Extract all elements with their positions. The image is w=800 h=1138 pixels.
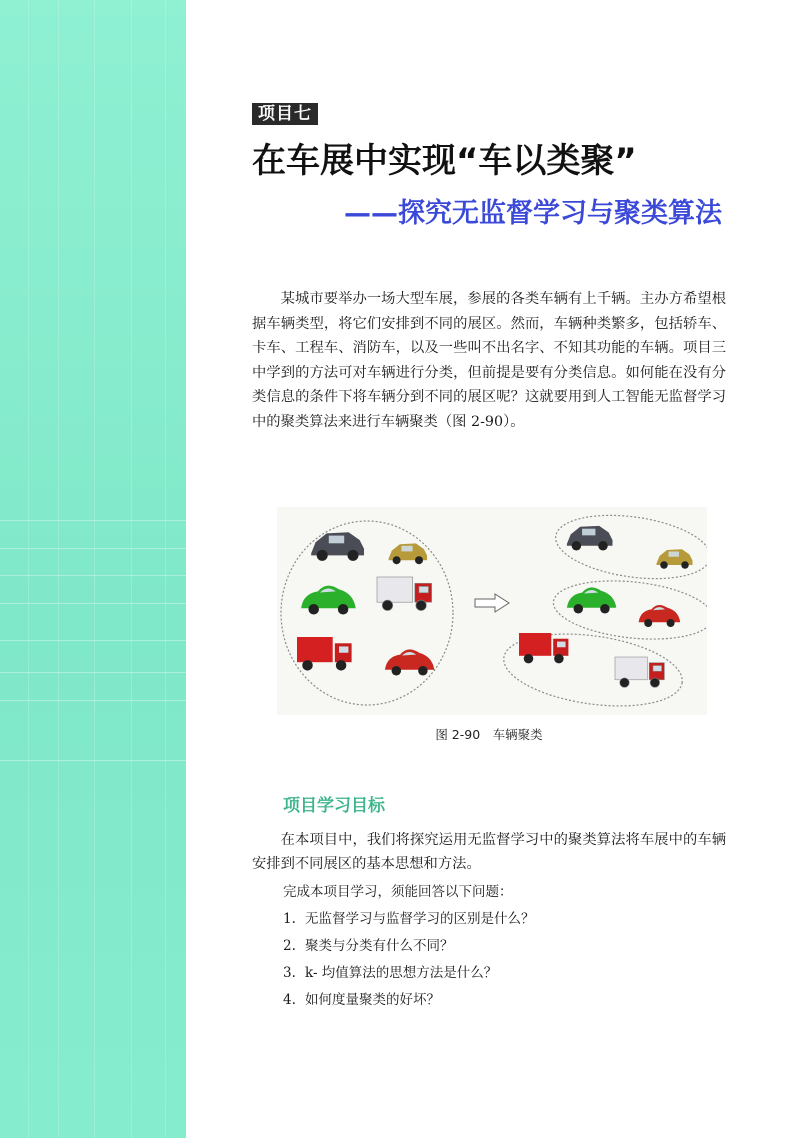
- learning-goals-heading: 项目学习目标: [283, 796, 385, 816]
- list-item: [283, 933, 535, 960]
- questions-prompt: 完成本项目学习，须能回答以下问题：: [283, 884, 513, 900]
- page-subtitle: ——探究无监督学习与聚类算法: [344, 198, 722, 229]
- list-item: [283, 960, 535, 987]
- car-clustering-illustration: [277, 507, 707, 715]
- cluster-suv-grey-icon: [567, 526, 613, 551]
- project-number-tag: 项目七: [252, 103, 318, 125]
- red-beetle-icon: [385, 649, 434, 675]
- red-truck-icon: [297, 637, 352, 671]
- list-item: [283, 906, 535, 933]
- question-text: 如何度量聚类的好坏？: [305, 992, 440, 1008]
- question-list: [283, 906, 535, 1014]
- question-number: 2.: [283, 938, 296, 954]
- car-clustering-figure: [277, 507, 707, 715]
- cluster-red-beetle-icon: [639, 605, 681, 627]
- intro-paragraph: 某城市要举办一场大型车展，参展的各类车辆有上千辆。主办方希望根据车辆类型，将它们安排到不同的展区。然而，车辆种类繁多，包括轿车、卡车、工程车、消防车，以及一些叫不出名字、不知其功能的车辆。项目三中学到的方法可对车辆进行分类，但前提是要有分类信息。如何能在没有分类信息的条件下将车辆分到不同的展区呢？这就要用到人工智能无监督学习中的聚类算法来进行车辆聚类（图 2-90）。: [252, 291, 726, 430]
- page-title: 在车展中实现“车以类聚”: [252, 141, 637, 181]
- list-item: [283, 987, 535, 1014]
- green-beetle-icon: [301, 586, 356, 615]
- decorative-sidebar: [0, 0, 186, 1138]
- question-text: k- 均值算法的思想方法是什么？: [305, 965, 498, 981]
- cluster-suv-gold-icon: [657, 549, 693, 569]
- learning-goals-text: 在本项目中，我们将探究运用无监督学习中的聚类算法将车展中的车辆安排到不同展区的基本思想和方法。: [252, 832, 726, 872]
- question-number: 4.: [283, 992, 296, 1008]
- cluster-green-beetle-icon: [567, 587, 616, 613]
- suv-grey-icon: [311, 532, 364, 561]
- figure-caption: 图 2-90 车辆聚类: [435, 727, 543, 742]
- white-truck-icon: [377, 577, 432, 611]
- cluster-white-truck-icon: [615, 657, 664, 687]
- cluster-red-truck-icon: [519, 633, 568, 663]
- unclustered-boundary: [281, 521, 453, 705]
- question-number: 1.: [283, 911, 296, 927]
- question-text: 无监督学习与监督学习的区别是什么？: [305, 911, 535, 927]
- arrow-icon: [475, 594, 509, 612]
- question-number: 3.: [283, 965, 296, 981]
- suv-gold-icon: [389, 543, 427, 564]
- question-text: 聚类与分类有什么不同？: [305, 938, 454, 954]
